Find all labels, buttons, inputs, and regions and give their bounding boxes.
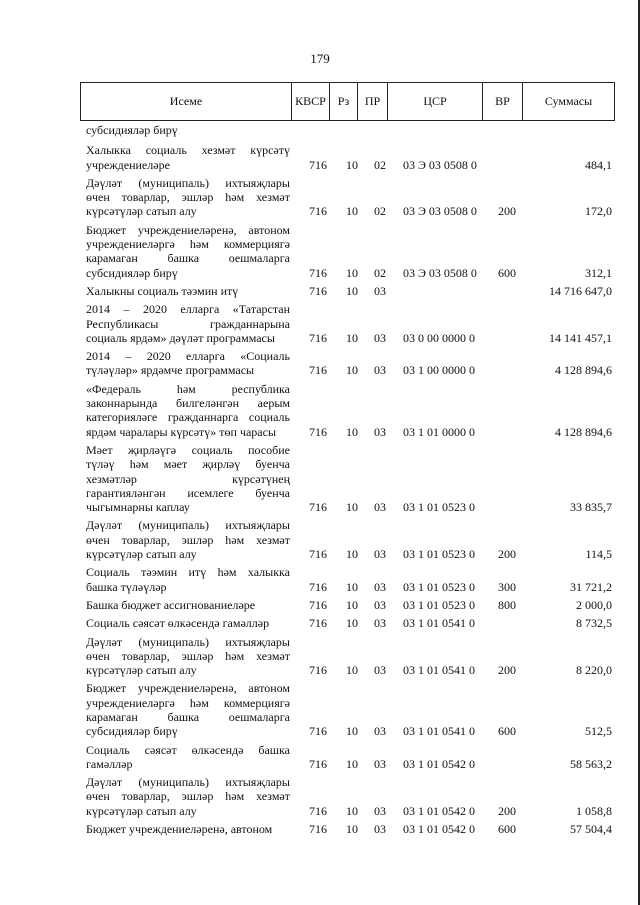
row-csr: 03 1 01 0000 0 [403,424,475,439]
row-pr: 03 [374,663,386,678]
row-name-line: Бюджет учреждениеләренә, автоном [86,222,290,237]
row-vr: 200 [498,663,516,678]
table-row [0,123,640,137]
row-rz: 10 [346,157,358,172]
row-pr: 03 [374,547,386,562]
row-csr: 03 1 01 0523 0 [403,579,475,594]
row-csr: 03 1 01 0523 0 [403,547,475,562]
row-name-line: законнарында билгеләнгән аерым [86,396,290,411]
row-kvsr: 716 [309,822,327,837]
table-row [0,598,640,612]
table-header [80,82,615,121]
row-rz: 10 [346,265,358,280]
row-csr: 03 1 01 0542 0 [403,822,475,837]
row-pr: 03 [374,803,386,818]
row-name-line: Бюджет учреждениеләренә, автоном [86,681,290,696]
table-row [0,223,640,280]
row-rz: 10 [346,756,358,771]
table-body [0,120,640,836]
row-name-line: өчен товарлар, эшләр һәм хезмәт [86,789,290,804]
header-pr: ПР [358,83,388,121]
row-vr: 600 [498,822,516,837]
row-rz: 10 [346,822,358,837]
row-kvsr: 716 [309,803,327,818]
row-vr: 200 [498,547,516,562]
row-rz: 10 [346,363,358,378]
row-sum: 8 732,5 [576,616,612,631]
header-kvsr: КВСР [292,83,330,121]
row-name-line: түләү һәм мәет җирләү буенча [86,457,290,472]
row-vr: 600 [498,265,516,280]
row-pr: 03 [374,597,386,612]
row-csr: 03 1 00 0000 0 [403,363,475,378]
row-kvsr: 716 [309,756,327,771]
row-vr: 300 [498,579,516,594]
row-sum: 172,0 [585,204,612,219]
row-pr: 03 [374,424,386,439]
row-pr: 02 [374,204,386,219]
row-kvsr: 716 [309,579,327,594]
row-vr: 800 [498,597,516,612]
table-row [0,443,640,514]
table-row [0,743,640,772]
table-row [0,775,640,818]
row-rz: 10 [346,663,358,678]
table-row [0,349,640,378]
row-pr: 02 [374,265,386,280]
row-name-line: Дәүләт (муниципаль) ихтыяҗлары [86,634,290,649]
row-name-line: Бюджет учреждениеләренә, автоном [86,822,273,837]
row-rz: 10 [346,424,358,439]
row-kvsr: 716 [309,204,327,219]
row-pr: 03 [374,363,386,378]
row-name-line: гамәлләр [86,756,133,771]
table-row [0,565,640,594]
row-name-line: Социаль сәясәт өлкәсендә башка [86,742,290,757]
row-name-line: түләүләр» ярдәмче программасы [86,363,255,378]
row-name-line: 2014 – 2020 елларга «Татарстан [86,302,290,317]
row-pr: 03 [374,330,386,345]
row-name-line: Башка бюджет ассигнованиеләре [86,597,256,612]
row-name-line: Дәүләт (муниципаль) ихтыяҗлары [86,518,290,533]
table-row [0,176,640,219]
row-sum: 484,1 [585,157,612,172]
row-sum: 14 141 457,1 [549,330,612,345]
row-sum: 58 563,2 [570,756,612,771]
row-name-line: учреждениеләре [86,157,170,172]
row-sum: 57 504,4 [570,822,612,837]
row-kvsr: 716 [309,330,327,345]
row-rz: 10 [346,330,358,345]
row-name-line: өчен товарлар, эшләр һәм хезмәт [86,648,290,663]
row-name-line: ярдәм чаралары күрсәтү» төп чарасы [86,424,277,439]
row-csr: 03 1 01 0542 0 [403,803,475,818]
row-name-line: Дәүләт (муниципаль) ихтыяҗлары [86,175,290,190]
row-name-line: гарантияләнгән исемлеге буенча [86,485,290,500]
row-pr: 03 [374,756,386,771]
row-rz: 10 [346,500,358,515]
row-csr: 03 1 01 0523 0 [403,500,475,515]
row-name-line: «Федераль һәм республика [86,381,290,396]
row-name-line: карамаган башка оешмаларга [86,251,290,266]
row-csr: 03 Э 03 0508 0 [403,265,477,280]
row-name-line: карамаган башка оешмаларга [86,709,290,724]
row-sum: 512,5 [585,724,612,739]
row-name-line: Социаль сәясәт өлкәсендә гамәлләр [86,616,270,631]
row-sum: 4 128 894,6 [555,363,612,378]
row-rz: 10 [346,283,358,298]
row-name-line: башка түләүләр [86,579,167,594]
table-row [0,143,640,172]
row-name-line: субсидияләр бирү [86,724,178,739]
row-sum: 312,1 [585,265,612,280]
row-csr: 03 1 01 0523 0 [403,597,475,612]
row-pr: 03 [374,724,386,739]
header-rz: Рз [330,83,358,121]
row-kvsr: 716 [309,597,327,612]
row-csr: 03 1 01 0541 0 [403,663,475,678]
row-csr: 03 1 01 0542 0 [403,756,475,771]
row-pr: 03 [374,616,386,631]
header-sum: Суммасы [523,83,615,121]
header-name: Исеме [81,83,292,121]
row-kvsr: 716 [309,547,327,562]
row-name-line: категорияләге гражданнарга социаль [86,410,290,425]
table-row [0,822,640,836]
row-name-line: Мәет җирләүгә социаль пособие [86,442,290,457]
row-rz: 10 [346,547,358,562]
row-name-line: күрсәтүләр сатып алу [86,547,197,562]
row-sum: 33 835,7 [570,500,612,515]
row-csr: 03 Э 03 0508 0 [403,157,477,172]
row-name-line: Дәүләт (муниципаль) ихтыяҗлары [86,775,290,790]
row-kvsr: 716 [309,265,327,280]
row-name-line: субсидияләр бирү [86,265,178,280]
row-name-line: Республикасы гражданнарына [86,316,290,331]
row-sum: 14 716 647,0 [549,283,612,298]
row-rz: 10 [346,616,358,631]
row-kvsr: 716 [309,616,327,631]
row-vr: 600 [498,724,516,739]
row-pr: 03 [374,500,386,515]
row-name-line: 2014 – 2020 елларга «Социаль [86,349,290,364]
row-name-line: социаль ярдәм» дәүләт программасы [86,330,275,345]
row-rz: 10 [346,579,358,594]
page-number: 179 [310,51,330,66]
row-name-line: Социаль тәэмин итү һәм халыкка [86,565,290,580]
row-kvsr: 716 [309,500,327,515]
row-name-line: чыгымнарны каплау [86,500,190,515]
row-kvsr: 716 [309,283,327,298]
table-row [0,302,640,345]
row-rz: 10 [346,724,358,739]
row-kvsr: 716 [309,363,327,378]
row-csr: 03 1 01 0541 0 [403,616,475,631]
row-vr: 200 [498,803,516,818]
row-kvsr: 716 [309,724,327,739]
row-kvsr: 716 [309,157,327,172]
row-sum: 4 128 894,6 [555,424,612,439]
row-pr: 03 [374,579,386,594]
row-csr: 03 1 01 0541 0 [403,724,475,739]
row-pr: 03 [374,822,386,837]
header-vr: ВР [483,83,523,121]
row-csr: 03 Э 03 0508 0 [403,204,477,219]
row-pr: 02 [374,157,386,172]
row-name-line: күрсәтүләр сатып алу [86,663,197,678]
row-kvsr: 716 [309,663,327,678]
row-csr: 03 0 00 0000 0 [403,330,475,345]
row-sum: 2 000,0 [576,597,612,612]
table-row [0,518,640,561]
header-csr: ЦСР [388,83,483,121]
row-name-line: күрсәтүләр сатып алу [86,204,197,219]
row-rz: 10 [346,597,358,612]
row-name-line: учреждениеләргә һәм коммерциягә [86,237,290,252]
row-sum: 8 220,0 [576,663,612,678]
table-row [0,635,640,678]
table-row [0,382,640,439]
table-row [0,681,640,738]
row-name-line: хезмәтләр күрсәтүнең [86,471,290,486]
row-sum: 31 721,2 [570,579,612,594]
row-sum: 114,5 [585,547,612,562]
row-name-line: өчен товарлар, эшләр һәм хезмәт [86,532,290,547]
table-row [0,284,640,298]
row-name-line: күрсәтүләр сатып алу [86,803,197,818]
row-kvsr: 716 [309,424,327,439]
row-pr: 03 [374,283,386,298]
row-name-line: субсидияләр бирү [86,123,178,137]
row-name-line: Халыкны социаль тәэмин итү [86,283,239,298]
row-name-line: учреждениеләргә һәм коммерциягә [86,695,290,710]
row-name-line: өчен товарлар, эшләр һәм хезмәт [86,190,290,205]
row-rz: 10 [346,204,358,219]
table-row [0,616,640,630]
row-vr: 200 [498,204,516,219]
row-sum: 1 058,8 [576,803,612,818]
row-name-line: Халыкка социаль хезмәт күрсәтү [86,143,290,158]
row-rz: 10 [346,803,358,818]
